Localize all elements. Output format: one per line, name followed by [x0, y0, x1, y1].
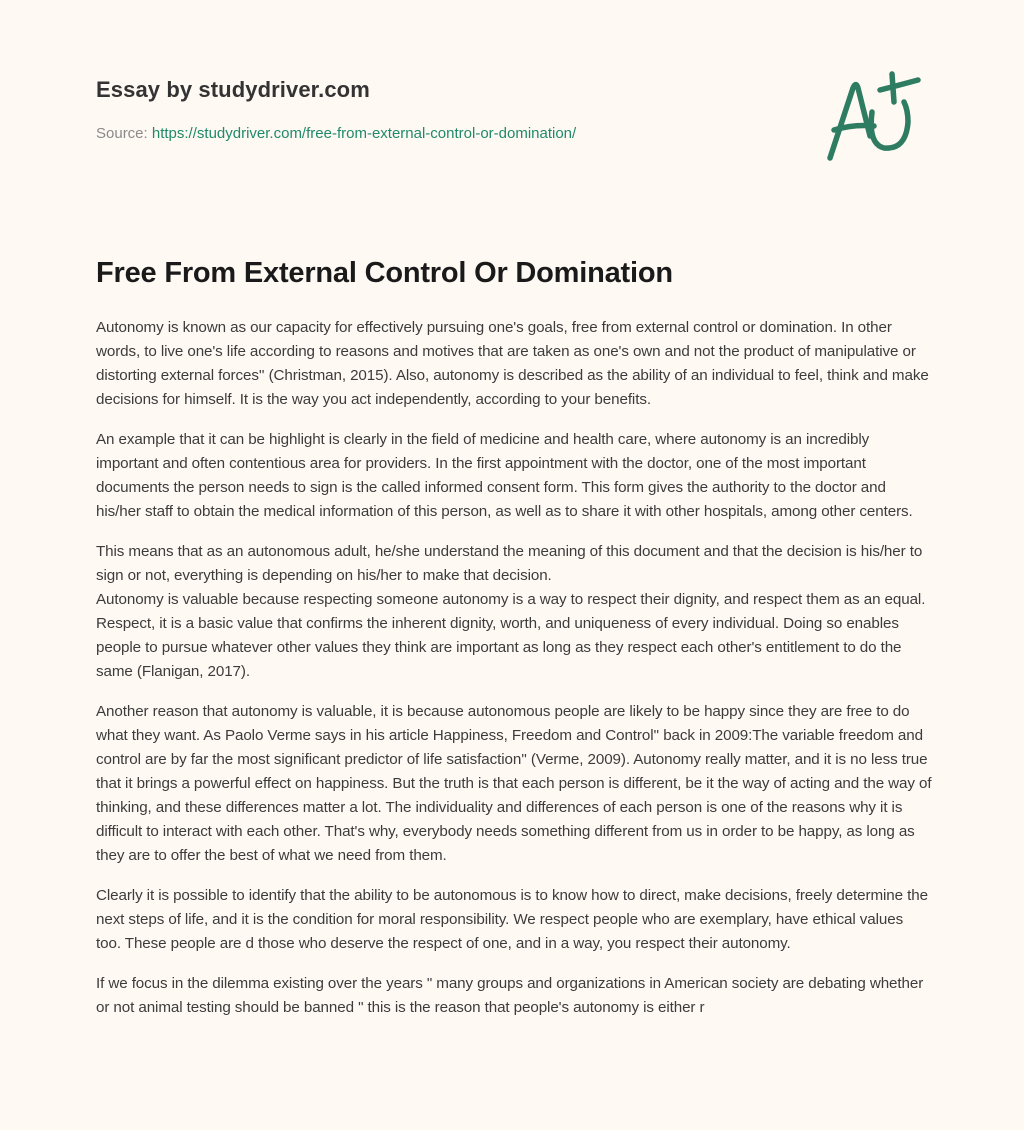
essay-paragraph: If we focus in the dilemma existing over the years " many groups and organizations in American society are debating whether or not animal testing should be banned " this is the reason that people's autonomy is either r — [96, 975, 924, 1016]
essay-paragraph: Autonomy is valuable because respecting someone autonomy is a way to respect their dignity, and respect them as an equal. Respect, it is a basic value that confirms the inherent dignity, worth, and uniqueness of every individual. Doing so enables people to pursue whatever other values they think are important as long as they respect each other's entitlement to do the same (Flanigan, 2017). — [96, 591, 926, 680]
essay-body — [96, 316, 932, 1036]
source-link[interactable]: https://studydriver.com/free-from-external-control-or-domination/ — [151, 125, 577, 142]
essay-paragraph: This means that as an autonomous adult, he/she understand the meaning of this document and that the decision is his/her to sign or not, everything is depending on his/her to make that decision. — [96, 543, 923, 584]
essay-paragraph: Clearly it is possible to identify that the ability to be autonomous is to know how to direct, make decisions, freely determine the next steps of life, and it is the condition for moral responsibility. We respect people who are exemplary, have ethical values too. These people are d those who deserve the respect of one, and in a way, you respect their autonomy. — [96, 887, 928, 952]
page-header — [96, 76, 928, 142]
source-line — [96, 124, 576, 144]
brand-title: Essay by studydriver.com — [96, 77, 370, 102]
essay-paragraph: Another reason that autonomy is valuable, it is because autonomous people are likely to be happy since they are free to do what they want. As Paolo Verme says in his article Happiness, Freedom and Control'' back in 2009:The variable freedom and control are by far the most significant predictor of life satisfaction'' (Verme, 2009). Autonomy really matter, and it is no less true that it brings a powerful effect on happiness. But the truth is that each person is different, be it the way of acting and the way of thinking, and these differences matter a lot. The individuality and differences of each person is one of the reasons why it is difficult to interact with each other. That's why, everybody needs something different from us in order to be happy, as long as they are to offer the best of what we need from them. — [96, 703, 932, 864]
a-plus-grade-icon — [820, 66, 930, 166]
essay-paragraph: An example that it can be highlight is clearly in the field of medicine and health care, where autonomy is an incredibly important and often contentious area for providers. In the first appointment with the doctor, one of the most important documents the person needs to sign is the called informed consent form. This form gives the authority to the doctor and his/her staff to obtain the medical information of this person, as well as to share it with other hospitals, among other centers. — [96, 431, 913, 520]
essay-title: Free From External Control Or Domination — [96, 257, 673, 289]
essay-paragraph: Autonomy is known as our capacity for effectively pursuing one's goals, free from external control or domination. In other words, to live one's life according to reasons and motives that are taken as one's own and not the product of manipulative or distorting external forces'' (Christman, 2015). Also, autonomy is described as the ability of an individual to feel, think and make decisions for himself. It is the way you act independently, according to your benefits. — [96, 319, 929, 408]
source-label: Source: — [96, 125, 152, 142]
